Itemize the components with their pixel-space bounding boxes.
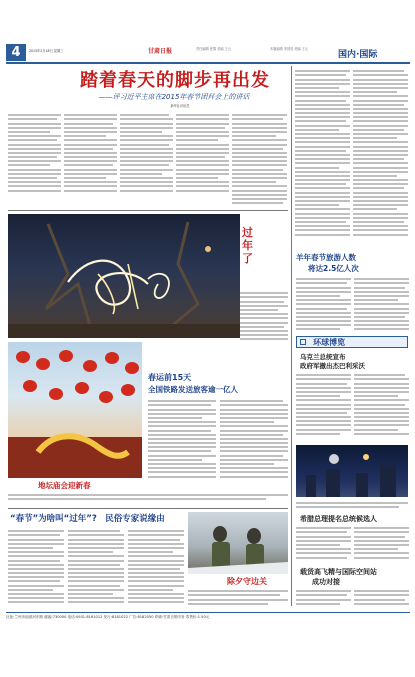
greece-body-a — [296, 525, 351, 565]
tourism-body-a — [296, 276, 351, 334]
chunjie-title: “春节”为啥叫“过年”? 民俗专家说缘由 — [10, 514, 165, 524]
guonian-caption — [240, 290, 288, 350]
mid-rule — [8, 508, 288, 509]
tourism-title: 羊年春节旅游人数 — [296, 253, 356, 262]
right-col-text-b — [353, 68, 408, 248]
border-soldiers-photo — [188, 512, 288, 574]
tourism-body-b — [354, 276, 409, 334]
huanqiu-body-b — [354, 372, 409, 442]
lead-byline: 新华社评论员 — [170, 104, 190, 108]
station-subtitle: 成功对接 — [312, 578, 340, 586]
lead-title: 踏着春天的脚步再出发 — [80, 70, 270, 91]
lead-body-col-3 — [120, 112, 173, 194]
date-line: 2015年2月18日 星期三 — [29, 49, 64, 53]
column-divider — [291, 66, 292, 606]
right-col-text-a — [295, 68, 350, 248]
railway-body-b — [220, 398, 288, 480]
huanqiu-header — [296, 336, 408, 348]
skyline-caption — [296, 500, 408, 510]
chunjie-body-c — [128, 528, 184, 608]
footer-line: 社址:兰州市南滨河东路 邮编:730000 电话:0931-8161012 发行:8181022 广告:8182050 印刷:甘肃日报印务 零售价:1.50元 — [6, 615, 210, 619]
huanqiu-body-a — [296, 372, 351, 442]
tourism-subtitle: 将达2.5亿人次 — [308, 264, 359, 273]
lead-body-col-2 — [64, 112, 117, 194]
chuxi-caption — [188, 588, 288, 608]
lead-body-col-1 — [8, 112, 61, 194]
sparkler-trails — [8, 214, 240, 338]
night-sparkler-photo — [8, 214, 240, 338]
lead-body-col-4 — [176, 112, 229, 194]
huanqiu-item-2: 政府军撤出杰巴利采沃 — [300, 362, 365, 370]
skyline-lights — [296, 445, 408, 497]
station-body-a — [296, 588, 351, 608]
station-title: 载货高飞精与国际空间站 — [300, 568, 377, 576]
night-skyline-photo — [296, 445, 408, 497]
huanqiu-box-icon — [300, 339, 306, 345]
header-rule — [6, 62, 410, 64]
temple-fair-photo — [8, 342, 142, 478]
chuxi-label: 除夕守边关 — [227, 577, 267, 586]
railway-title: 春运前15天 — [148, 373, 192, 382]
lead-subtitle: ——评习近平主席在2015年春节团拜会上的讲话 — [98, 93, 250, 101]
guonian-label: 过年了 — [242, 226, 253, 265]
footer-rule — [6, 612, 410, 613]
railway-body-a — [148, 398, 216, 480]
chunjie-body-a — [8, 528, 64, 608]
greece-body-b — [354, 525, 409, 565]
station-body-b — [354, 588, 409, 608]
fair-caption — [8, 492, 288, 504]
lead-body-col-5 — [232, 112, 287, 208]
masthead-small-info-2: 本版编辑 李国英 美编 王元 — [270, 47, 309, 51]
lead-bottom-rule — [8, 210, 288, 211]
lanterns — [8, 342, 142, 478]
railway-subtitle: 全国铁路发送旅客逾一亿人 — [148, 385, 238, 394]
page-number: 4 — [6, 44, 26, 61]
chunjie-body-b — [68, 528, 124, 608]
huanqiu-item: 乌克兰总统宣布 — [300, 353, 346, 361]
paper-name: 甘肃日报 — [148, 48, 173, 55]
huanqiu-title: 环球博览 — [313, 338, 346, 347]
masthead-small-info-1: 责任编辑 张黎 美编 王元 — [196, 47, 231, 51]
temple-fair-label: 地坛庙会迎新春 — [38, 481, 91, 490]
greece-title: 希腊总理提名总统候选人 — [300, 515, 377, 523]
section-label: 国内·国际 — [338, 50, 378, 60]
soldiers-silhouettes — [188, 512, 288, 574]
